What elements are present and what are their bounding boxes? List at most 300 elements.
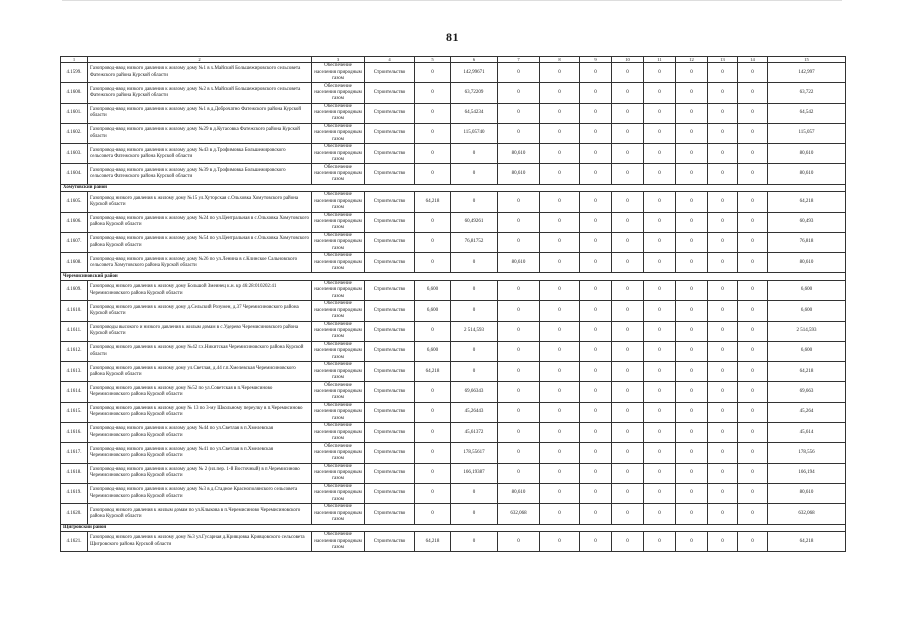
work-type-cell: Строительство (365, 362, 415, 382)
value-cell: 0 (612, 423, 644, 443)
value-cell: 0 (451, 192, 498, 212)
value-cell: 0 (415, 144, 451, 164)
value-cell: 632,068 (498, 504, 540, 524)
value-cell: 0 (540, 443, 580, 463)
object-name: Газопровод низкого давления к жилому дому №15 ул.Хуторская с.Ольховка Хомутовского района Курской области (88, 192, 312, 212)
value-cell: 142,99671 (451, 63, 498, 83)
header-cell: 9 (580, 57, 612, 63)
work-type-cell: Строительство (365, 63, 415, 83)
purpose-cell: Обеспечение населения природным газом (312, 443, 365, 463)
value-cell: 80,610 (498, 164, 540, 184)
value-cell: 0 (580, 192, 612, 212)
value-cell: 0 (644, 232, 676, 252)
value-cell: 0 (612, 504, 644, 524)
value-cell: 0 (612, 144, 644, 164)
value-cell: 0 (676, 212, 708, 232)
total-cell: 178,556 (768, 443, 846, 463)
value-cell: 0 (498, 301, 540, 321)
value-cell: 0 (540, 423, 580, 443)
value-cell: 166,19387 (451, 463, 498, 483)
value-cell: 0 (415, 63, 451, 83)
value-cell: 0 (540, 382, 580, 402)
value-cell: 0 (738, 423, 768, 443)
value-cell: 0 (612, 232, 644, 252)
value-cell: 0 (708, 232, 738, 252)
value-cell: 0 (738, 443, 768, 463)
value-cell: 0 (644, 382, 676, 402)
value-cell: 0 (708, 144, 738, 164)
value-cell: 0 (612, 321, 644, 341)
value-cell: 0 (580, 232, 612, 252)
row-id: 4.1616. (61, 423, 88, 443)
value-cell: 0 (498, 321, 540, 341)
value-cell: 0 (498, 83, 540, 103)
value-cell: 0 (540, 341, 580, 361)
value-cell: 0 (676, 532, 708, 552)
value-cell: 0 (676, 321, 708, 341)
value-cell: 0 (612, 532, 644, 552)
table-row (61, 382, 846, 402)
value-cell: 0 (580, 362, 612, 382)
table-row (61, 103, 846, 123)
value-cell: 0 (612, 164, 644, 184)
purpose-cell: Обеспечение населения природным газом (312, 280, 365, 300)
value-cell: 0 (540, 123, 580, 143)
object-name: Газопровод низкого давления к жилому дому № 13 по 3-му Школьному переулку в п.Черемисиново Черемисиновского района Курской области (88, 402, 312, 422)
total-cell: 63,722 (768, 83, 846, 103)
value-cell: 0 (580, 212, 612, 232)
value-cell: 0 (676, 443, 708, 463)
value-cell: 0 (451, 144, 498, 164)
value-cell: 0 (738, 83, 768, 103)
value-cell: 0 (738, 402, 768, 422)
value-cell: 0 (580, 123, 612, 143)
value-cell: 63,72209 (451, 83, 498, 103)
value-cell: 0 (498, 280, 540, 300)
value-cell: 0 (580, 341, 612, 361)
value-cell: 115,05740 (451, 123, 498, 143)
value-cell: 0 (644, 341, 676, 361)
value-cell: 0 (676, 280, 708, 300)
value-cell: 0 (415, 483, 451, 503)
value-cell: 0 (540, 504, 580, 524)
purpose-cell: Обеспечение населения природным газом (312, 253, 365, 273)
value-cell: 0 (415, 83, 451, 103)
value-cell: 0 (415, 253, 451, 273)
total-cell: 142,997 (768, 63, 846, 83)
value-cell: 0 (738, 63, 768, 83)
value-cell: 0 (540, 63, 580, 83)
value-cell: 0 (644, 532, 676, 552)
value-cell: 0 (676, 192, 708, 212)
value-cell: 0 (644, 192, 676, 212)
purpose-cell: Обеспечение населения природным газом (312, 504, 365, 524)
value-cell: 69,66343 (451, 382, 498, 402)
object-name: Газопровод низкого давления к жилому дому Большой Змеинец к.н. кр 46:28:010202:41 Черемисиновского района Курской области (88, 280, 312, 300)
value-cell: 0 (708, 253, 738, 273)
total-cell: 64,218 (768, 192, 846, 212)
work-type-cell: Строительство (365, 301, 415, 321)
value-cell: 0 (644, 402, 676, 422)
value-cell: 0 (498, 341, 540, 361)
table-row (61, 232, 846, 252)
value-cell: 0 (415, 232, 451, 252)
value-cell: 0 (612, 83, 644, 103)
section-title: Хомутовский район (61, 184, 846, 192)
value-cell: 0 (738, 192, 768, 212)
value-cell: 178,55617 (451, 443, 498, 463)
value-cell: 0 (540, 83, 580, 103)
value-cell: 0 (580, 83, 612, 103)
table-row (61, 144, 846, 164)
value-cell: 0 (612, 253, 644, 273)
value-cell: 0 (415, 164, 451, 184)
value-cell: 0 (540, 232, 580, 252)
table-row (61, 192, 846, 212)
row-id: 4.1608. (61, 253, 88, 273)
value-cell: 60,49261 (451, 212, 498, 232)
row-id: 4.1602. (61, 123, 88, 143)
object-name: Газопровод-ввод низкого давления к жилому дому №3 в д.Стадное Краснополянского сельсовета Черемисиновского района Курской области (88, 483, 312, 503)
object-name: Газопровод-ввод низкого давления к жилому дому № 2 (ил.пер. 1-й Восточный) в п.Черемисиново Черемисиновского района Курской области (88, 463, 312, 483)
row-id: 4.1613. (61, 362, 88, 382)
value-cell: 0 (540, 192, 580, 212)
object-name: Газопровод низкого давления к жилому дому д.Сельский Розумен, д.37 Черемисиновского района Курской области (88, 301, 312, 321)
purpose-cell: Обеспечение населения природным газом (312, 532, 365, 552)
value-cell: 0 (540, 321, 580, 341)
value-cell: 0 (498, 232, 540, 252)
purpose-cell: Обеспечение населения природным газом (312, 463, 365, 483)
work-type-cell: Строительство (365, 280, 415, 300)
total-cell: 6,600 (768, 301, 846, 321)
value-cell: 0 (738, 280, 768, 300)
row-id: 4.1606. (61, 212, 88, 232)
value-cell: 0 (644, 483, 676, 503)
object-name: Газопровод-ввод низкого давления к жилому дому №41 по ул.Светлая в п.Хмелевская Черемисиновского района Курской области (88, 443, 312, 463)
header-cell: 8 (540, 57, 580, 63)
value-cell: 0 (676, 483, 708, 503)
value-cell: 0 (612, 280, 644, 300)
value-cell: 0 (738, 212, 768, 232)
row-id: 4.1601. (61, 103, 88, 123)
table-row (61, 463, 846, 483)
header-cell: 7 (498, 57, 540, 63)
value-cell: 0 (644, 504, 676, 524)
object-name: Газопровод-ввод низкого давления к жилому дому №29 в д.Кутасовка Фатежского района Курской области (88, 123, 312, 143)
value-cell: 0 (708, 443, 738, 463)
purpose-cell: Обеспечение населения природным газом (312, 362, 365, 382)
total-cell: 115,057 (768, 123, 846, 143)
table-row (61, 504, 846, 524)
value-cell: 0 (738, 164, 768, 184)
header-cell: 15 (768, 57, 846, 63)
row-id: 4.1618. (61, 463, 88, 483)
work-type-cell: Строительство (365, 123, 415, 143)
value-cell: 0 (708, 123, 738, 143)
value-cell: 0 (708, 402, 738, 422)
purpose-cell: Обеспечение населения природным газом (312, 144, 365, 164)
value-cell: 0 (738, 382, 768, 402)
value-cell: 0 (451, 532, 498, 552)
value-cell: 0 (451, 362, 498, 382)
value-cell: 0 (451, 483, 498, 503)
total-cell: 632,068 (768, 504, 846, 524)
value-cell: 0 (676, 144, 708, 164)
value-cell: 6,600 (415, 301, 451, 321)
value-cell: 0 (644, 144, 676, 164)
value-cell: 0 (580, 483, 612, 503)
work-type-cell: Строительство (365, 144, 415, 164)
work-type-cell: Строительство (365, 164, 415, 184)
value-cell: 0 (415, 212, 451, 232)
header-cell: 2 (88, 57, 312, 63)
value-cell: 0 (708, 463, 738, 483)
value-cell: 0 (498, 212, 540, 232)
work-type-cell: Строительство (365, 382, 415, 402)
value-cell: 0 (612, 341, 644, 361)
value-cell: 0 (612, 301, 644, 321)
work-type-cell: Строительство (365, 532, 415, 552)
value-cell: 0 (415, 321, 451, 341)
work-type-cell: Строительство (365, 232, 415, 252)
work-type-cell: Строительство (365, 321, 415, 341)
value-cell: 0 (676, 63, 708, 83)
total-cell: 60,493 (768, 212, 846, 232)
value-cell: 0 (738, 232, 768, 252)
value-cell: 0 (708, 532, 738, 552)
purpose-cell: Обеспечение населения природным газом (312, 483, 365, 503)
row-id: 4.1615. (61, 402, 88, 422)
total-cell: 69,663 (768, 382, 846, 402)
value-cell: 0 (708, 504, 738, 524)
value-cell: 0 (738, 123, 768, 143)
value-cell: 0 (708, 362, 738, 382)
section-row (61, 273, 846, 281)
investment-table (60, 56, 846, 552)
table-row (61, 164, 846, 184)
table-row (61, 83, 846, 103)
purpose-cell: Обеспечение населения природным газом (312, 382, 365, 402)
total-cell: 45,614 (768, 423, 846, 443)
value-cell: 0 (644, 253, 676, 273)
row-id: 4.1603. (61, 144, 88, 164)
value-cell: 0 (738, 144, 768, 164)
header-cell: 5 (415, 57, 451, 63)
value-cell: 0 (498, 63, 540, 83)
value-cell: 0 (738, 532, 768, 552)
header-cell: 14 (738, 57, 768, 63)
value-cell: 0 (644, 164, 676, 184)
total-cell: 76,818 (768, 232, 846, 252)
value-cell: 0 (612, 382, 644, 402)
object-name: Газопровод-ввод низкого давления к жилому дому №54 по ул.Центральная в с.Ольховка Хомутовского района Курской области (88, 232, 312, 252)
table-row (61, 321, 846, 341)
table-row (61, 280, 846, 300)
value-cell: 0 (708, 423, 738, 443)
header-cell: 13 (708, 57, 738, 63)
value-cell: 45,61372 (451, 423, 498, 443)
value-cell: 0 (708, 321, 738, 341)
value-cell: 0 (612, 483, 644, 503)
value-cell: 0 (540, 103, 580, 123)
value-cell: 0 (676, 253, 708, 273)
value-cell: 0 (540, 362, 580, 382)
value-cell: 64,218 (415, 362, 451, 382)
value-cell: 0 (415, 423, 451, 443)
section-title: Щигровский район (61, 524, 846, 532)
header-cell: 6 (451, 57, 498, 63)
purpose-cell: Обеспечение населения природным газом (312, 402, 365, 422)
value-cell: 0 (415, 382, 451, 402)
header-cell: 4 (365, 57, 415, 63)
value-cell: 0 (498, 103, 540, 123)
value-cell: 0 (644, 103, 676, 123)
value-cell: 64,218 (415, 192, 451, 212)
top-rule (62, 0, 842, 1)
value-cell: 0 (644, 212, 676, 232)
row-id: 4.1617. (61, 443, 88, 463)
value-cell: 0 (708, 382, 738, 402)
value-cell: 0 (644, 123, 676, 143)
value-cell: 0 (644, 362, 676, 382)
value-cell: 0 (644, 63, 676, 83)
value-cell: 0 (580, 301, 612, 321)
value-cell: 76,81752 (451, 232, 498, 252)
value-cell: 0 (498, 382, 540, 402)
value-cell: 0 (676, 83, 708, 103)
value-cell: 0 (498, 443, 540, 463)
value-cell: 0 (612, 212, 644, 232)
work-type-cell: Строительство (365, 463, 415, 483)
value-cell: 0 (580, 402, 612, 422)
value-cell: 0 (738, 253, 768, 273)
table-row (61, 301, 846, 321)
object-name: Газопровод-ввод низкого давления к жилому дому №39 в д.Трофимовка Большежировского сельсовета Фатежского района Курской области (88, 164, 312, 184)
purpose-cell: Обеспечение населения природным газом (312, 321, 365, 341)
total-cell: 2 514,593 (768, 321, 846, 341)
purpose-cell: Обеспечение населения природным газом (312, 341, 365, 361)
value-cell: 0 (612, 192, 644, 212)
value-cell: 0 (498, 532, 540, 552)
row-id: 4.1605. (61, 192, 88, 212)
value-cell: 6,600 (415, 280, 451, 300)
section-row (61, 524, 846, 532)
value-cell: 0 (708, 192, 738, 212)
object-name: Газопровод низкого давления к жилому дому ул.Светлая, д.44 г.п.Хмелевская Черемисиновского района Курской области (88, 362, 312, 382)
value-cell: 0 (676, 382, 708, 402)
value-cell: 0 (708, 483, 738, 503)
value-cell: 0 (676, 301, 708, 321)
value-cell: 0 (580, 504, 612, 524)
row-id: 4.1609. (61, 280, 88, 300)
table-row (61, 341, 846, 361)
value-cell: 6,600 (415, 341, 451, 361)
header-cell: 11 (644, 57, 676, 63)
value-cell: 0 (738, 504, 768, 524)
object-name: Газопроводы высокого и низкого давления к жилым домам в с.Удерево Черемисиновского района Курской области (88, 321, 312, 341)
row-id: 4.1607. (61, 232, 88, 252)
value-cell: 0 (676, 103, 708, 123)
value-cell: 0 (676, 164, 708, 184)
object-name: Газопровод низкого давления к жилому дому №3 ул.Гусарная д.Кривцовка Кривцовского сельсовета Щигровского района Курской области (88, 532, 312, 552)
table-row (61, 532, 846, 552)
total-cell: 80,610 (768, 144, 846, 164)
value-cell: 0 (644, 301, 676, 321)
value-cell: 0 (708, 301, 738, 321)
value-cell: 0 (738, 341, 768, 361)
header-cell: 10 (612, 57, 644, 63)
value-cell: 0 (415, 443, 451, 463)
row-id: 4.1621. (61, 532, 88, 552)
table-row (61, 362, 846, 382)
object-name: Газопровод-ввод низкого давления к жилому дому №1 в д.Доброчатно Фатежского района Курской области (88, 103, 312, 123)
value-cell: 0 (676, 504, 708, 524)
object-name: Газопровод-ввод низкого давления к жилому дому №2 в х.Майский Большежировского сельсовета Фатежского района Курской области (88, 83, 312, 103)
total-cell: 64,542 (768, 103, 846, 123)
value-cell: 0 (644, 443, 676, 463)
work-type-cell: Строительство (365, 341, 415, 361)
work-type-cell: Строительство (365, 103, 415, 123)
purpose-cell: Обеспечение населения природным газом (312, 192, 365, 212)
value-cell: 0 (580, 423, 612, 443)
value-cell: 0 (738, 321, 768, 341)
work-type-cell: Строительство (365, 83, 415, 103)
table-row (61, 402, 846, 422)
purpose-cell: Обеспечение населения природным газом (312, 423, 365, 443)
total-cell: 45,264 (768, 402, 846, 422)
value-cell: 64,218 (415, 532, 451, 552)
value-cell: 0 (540, 253, 580, 273)
value-cell: 0 (676, 362, 708, 382)
value-cell: 0 (415, 504, 451, 524)
purpose-cell: Обеспечение населения природным газом (312, 123, 365, 143)
header-cell: 12 (676, 57, 708, 63)
value-cell: 0 (580, 321, 612, 341)
value-cell: 0 (676, 341, 708, 361)
value-cell: 0 (708, 63, 738, 83)
page-number: 81 (446, 30, 459, 44)
value-cell: 0 (580, 463, 612, 483)
row-id: 4.1614. (61, 382, 88, 402)
table-row (61, 483, 846, 503)
value-cell: 0 (738, 362, 768, 382)
value-cell: 0 (580, 443, 612, 463)
value-cell: 0 (451, 253, 498, 273)
value-cell: 0 (540, 532, 580, 552)
value-cell: 80,610 (498, 253, 540, 273)
value-cell: 0 (580, 532, 612, 552)
value-cell: 0 (451, 164, 498, 184)
value-cell: 0 (540, 301, 580, 321)
value-cell: 0 (540, 212, 580, 232)
value-cell: 0 (415, 123, 451, 143)
work-type-cell: Строительство (365, 483, 415, 503)
object-name: Газопровод-ввод низкого давления к жилому дому №1 в х.Майский Большежировского сельсовета Фатежского района Курской области (88, 63, 312, 83)
row-id: 4.1619. (61, 483, 88, 503)
value-cell: 0 (708, 103, 738, 123)
value-cell: 0 (676, 402, 708, 422)
table-row (61, 443, 846, 463)
value-cell: 0 (540, 280, 580, 300)
value-cell: 45,26443 (451, 402, 498, 422)
section-title: Черемисиновский район (61, 273, 846, 281)
row-id: 4.1604. (61, 164, 88, 184)
value-cell: 0 (676, 463, 708, 483)
total-cell: 64,218 (768, 362, 846, 382)
value-cell: 0 (580, 280, 612, 300)
value-cell: 0 (644, 423, 676, 443)
table-row (61, 63, 846, 83)
